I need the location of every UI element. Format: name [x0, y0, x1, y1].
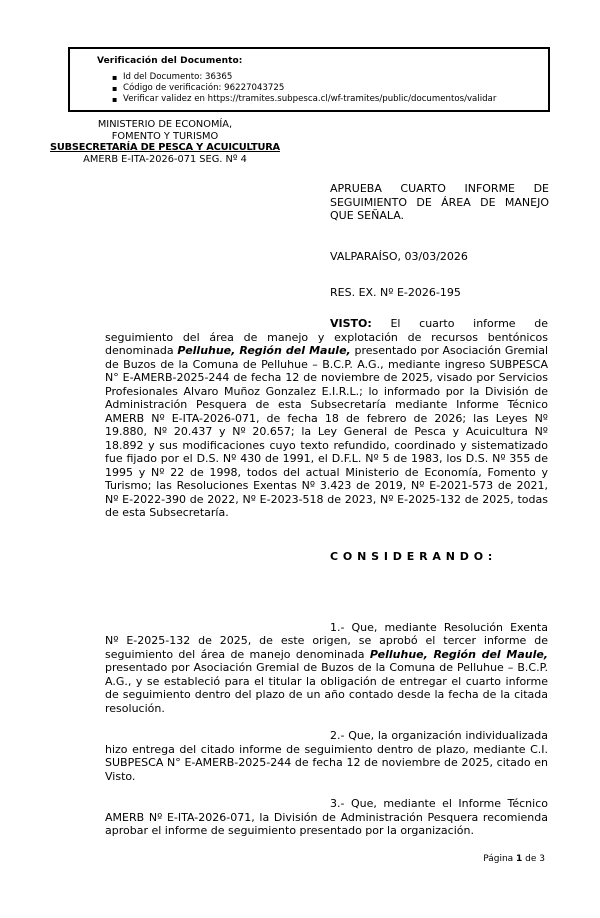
resolution-number: RES. EX. Nº E-2026-195 [330, 285, 461, 299]
visto-text-pre: El cuarto informe de seguimiento del área de manejo y explotación de recursos bentónicos denominada [105, 317, 548, 357]
page-label-post: de 3 [522, 854, 545, 864]
visto-label: VISTO: [330, 317, 372, 330]
visto-paragraph [105, 317, 548, 520]
visto-text-post: presentado por Asociación Gremial de Buzos de la Comuna de Pelluhue – B.C.P. A.G., mediante ingreso SUBPESCA N° E-AMERB-2025-244 de fecha 12 de noviembre de 2025, visado por Servicios Profesionales Alvaro Muñoz Gonzalez E.I.R.L.; lo informado por la División de Administración Pesquera de esta Subsecretaría mediante Informe Técnico AMERB Nº E-ITA-2026-071, de fecha 18 de febrero de 2026; las Leyes Nº 19.880, Nº 20.437 y Nº 20.657; la Ley General de Pesca y Acuicultura Nº 18.892 y sus modificaciones cuyo texto refundido, coordinado y sistematizado fue fijado por el D.S. Nº 430 de 1991, el D.F.L. Nº 5 de 1983, los D.S. Nº 355 de 1995 y Nº 22 de 1998, todos del actual Ministerio de Economía, Fomento y Turismo; las Resoluciones Exentas Nº 3.423 de 2019, Nº E-2021-573 de 2021, Nº E-2022-390 de 2022, Nº E-2023-518 de 2023, Nº E-2025-132 de 2025, todas de esta Subsecretaría. [105, 344, 549, 519]
verification-title: Verificación del Documento: [97, 56, 243, 66]
verification-list [112, 72, 540, 105]
considerando-paragraph-3: 3.- Que, mediante el Informe Técnico AMERB Nº E-ITA-2026-071, la División de Administración Pesquera recomienda aprobar el informe de seguimiento presentado por la organización. [105, 797, 548, 837]
subsecretaria-line: SUBSECRETARÍA DE PESCA Y ACUICULTURA [50, 142, 280, 153]
amerb-reference: AMERB E-ITA-2026-071 SEG. Nº 4 [83, 153, 247, 165]
verification-item-code: ▪ Código de verificación: 96227043725 [112, 83, 540, 94]
verification-item-url: ▪ Verificar validez en https://tramites.subpesca.cl/wf-tramites/public/documentos/validar [112, 94, 540, 105]
page-number: 1 [516, 854, 523, 864]
paragraph1-text-post: presentado por Asociación Gremial de Buzos de la Comuna de Pelluhue – B.C.P. A.G., y se estableció para el titular la obligación de entregar el cuarto informe de seguimiento dentro del plazo de un año contado desde la fecha de la citada resolución. [105, 661, 548, 715]
ministry-line-1: MINISTERIO DE ECONOMÍA, [97, 119, 233, 130]
resolution-body [105, 317, 548, 838]
page-footer [483, 854, 545, 864]
verification-item-document-id: ▪ Id del Documento: 36365 [112, 72, 540, 83]
letterhead [38, 119, 292, 165]
considerando-paragraph-1 [105, 621, 548, 716]
ministry-line-2: FOMENTO Y TURISMO [111, 130, 219, 142]
management-area-name: Pelluhue, Región del Maule, [369, 647, 548, 661]
paragraph1-text-pre: 1.- Que, mediante Resolución Exenta Nº E-2025-132 de 2025, de este origen, se aprobó el tercer informe de seguimiento del área de manejo denominada [105, 620, 548, 661]
considerando-paragraph-2: 2.- Que, la organización individualizada hizo entrega del citado informe de seguimiento dentro de plazo, mediante C.I. SUBPESCA N° E-AMERB-2025-244 de fecha 12 de noviembre de 2025, citado en Visto. [105, 729, 548, 783]
resolution-subject: APRUEBA CUARTO INFORME DE SEGUIMIENTO DE ÁREA DE MANEJO QUE SEÑALA. [330, 182, 549, 222]
title-block [330, 182, 549, 299]
page-label-pre: Página [483, 854, 517, 864]
place-date: VALPARAÍSO, 03/03/2026 [330, 249, 468, 263]
management-area-name: Pelluhue, Región del Maule, [177, 344, 351, 357]
considerando-heading: C O N S I D E R A N D O : [330, 549, 493, 563]
verification-box [68, 47, 550, 112]
